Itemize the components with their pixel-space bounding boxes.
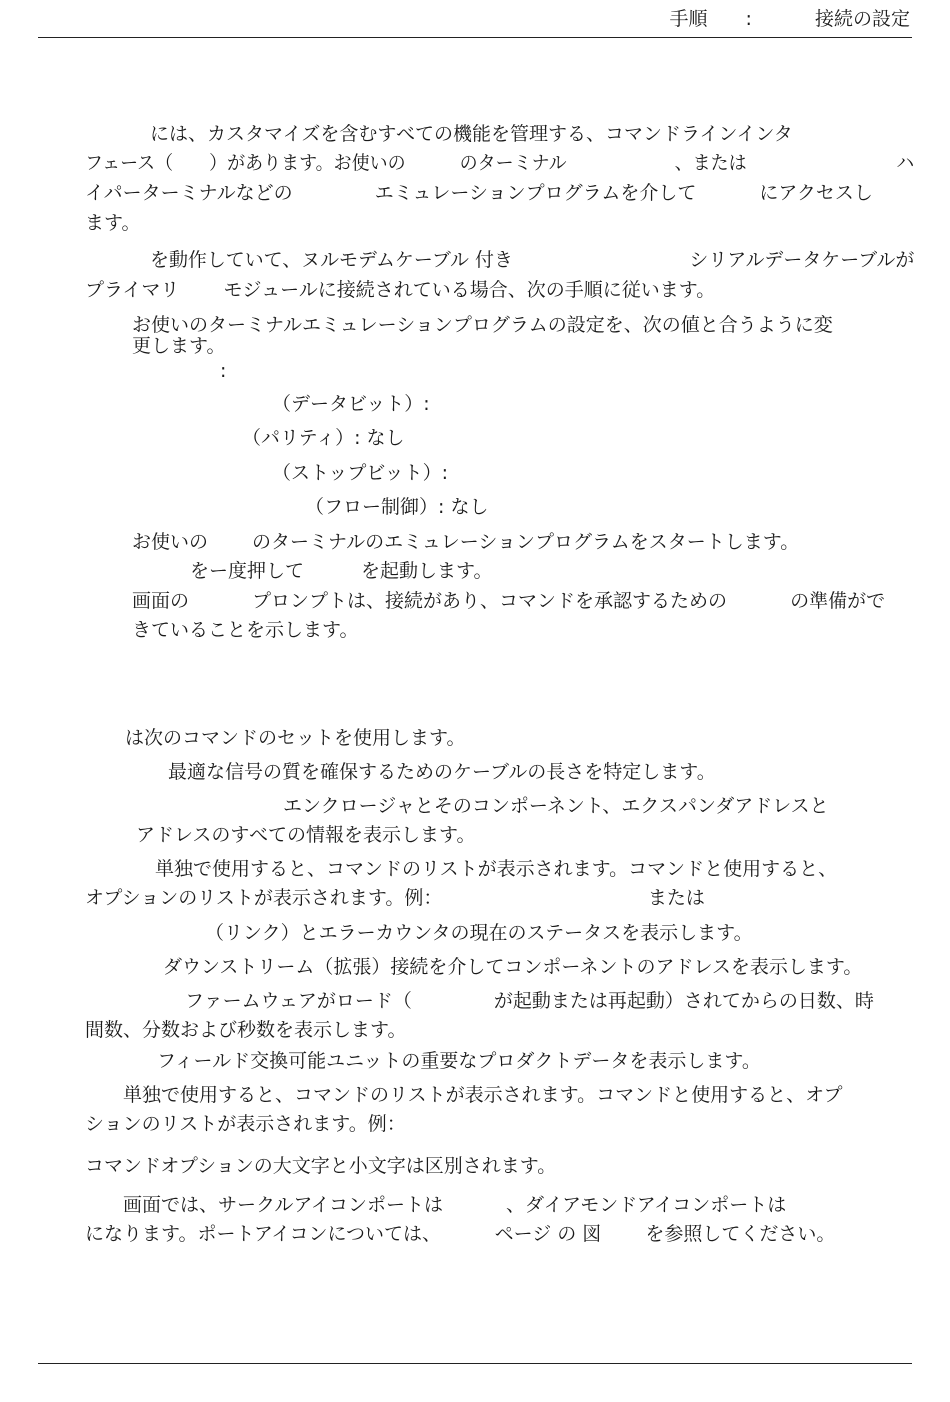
page-header: 手順 : 接続の設定 [669, 8, 910, 30]
step-1-line-2: 更します。 [132, 335, 226, 357]
header-rule [38, 37, 912, 38]
command-desc: （リンク）とエラーカウンタの現在のステータスを表示します。 [205, 922, 753, 944]
command-desc: フィールド交換可能ユニットの重要なプロダクトデータを表示します。 [157, 1050, 761, 1072]
step-1-line-1: お使いのターミナルエミュレーションプログラムの設定を、次の値と合うように変 [132, 314, 833, 336]
command-desc: アドレスのすべての情報を表示します。 [136, 824, 476, 846]
case-sensitivity-note: コマンドオプションの大文字と小文字は区別されます。 [85, 1155, 557, 1177]
step-2: お使いの のターミナルのエミュレーションプログラムをスタートします。 [132, 531, 800, 553]
command-desc: ダウンストリーム（拡張）接続を介してコンポーネントのアドレスを表示します。 [163, 956, 863, 978]
step-3: をー度押して を起動します。 [190, 560, 493, 582]
intro-line-4: ます。 [85, 212, 141, 234]
condition-line-2: プライマリ モジュールに接続されている場合、次の手順に従います。 [85, 279, 716, 301]
setting-data-bits: （データビット）: [272, 393, 430, 415]
icon-note-line-2: になります。ポートアイコンについては、 ページ の 図 を参照してください。 [85, 1223, 836, 1245]
commands-intro: は次のコマンドのセットを使用します。 [125, 727, 466, 749]
footer-rule [38, 1363, 912, 1364]
settings-colon: : [220, 360, 227, 382]
condition-line-1: を動作していて、ヌルモデムケーブル 付き シリアルデータケーブルが [150, 249, 915, 271]
setting-parity: （パリティ）: なし [242, 427, 405, 449]
command-desc: 間数、分数および秒数を表示します。 [85, 1019, 407, 1041]
step-4-line-2: きていることを示します。 [132, 619, 359, 641]
setting-stop-bits: （ストップビット）: [272, 462, 449, 484]
command-desc: ションのリストが表示されます。例： [85, 1113, 406, 1135]
setting-flow-control: （フロー制御）: なし [305, 496, 489, 518]
icon-note-line-1: 画面では、サークルアイコンポートは 、ダイアモンドアイコンポートは [123, 1194, 787, 1216]
command-desc: エンクロージャとそのコンポーネント、エクスパンダアドレスと [283, 795, 829, 817]
step-4-line-1: 画面の プロンプトは、接続があり、コマンドを承認するための の準備がで [132, 590, 886, 612]
command-desc: 単独で使用すると、コマンドのリストが表示されます。コマンドと使用すると、オプ [123, 1084, 843, 1106]
command-desc: ファームウェアがロード（ が起動または再起動）されてからの日数、時 [185, 990, 874, 1012]
intro-line-3: イパーターミナルなどの エミュレーションプログラムを介して にアクセスし [85, 182, 873, 204]
intro-line-2: フェース（ ）があります。お使いの のターミナル 、または ハ [85, 152, 915, 174]
intro-line-1: には、カスタマイズを含むすべての機能を管理する、コマンドラインインタ [150, 123, 793, 145]
command-desc: オプションのリストが表示されます。例： または [85, 887, 705, 909]
command-desc: 最適な信号の質を確保するためのケーブルの長さを特定します。 [168, 761, 716, 783]
command-desc: 単独で使用すると、コマンドのリストが表示されます。コマンドと使用すると、 [155, 858, 838, 880]
